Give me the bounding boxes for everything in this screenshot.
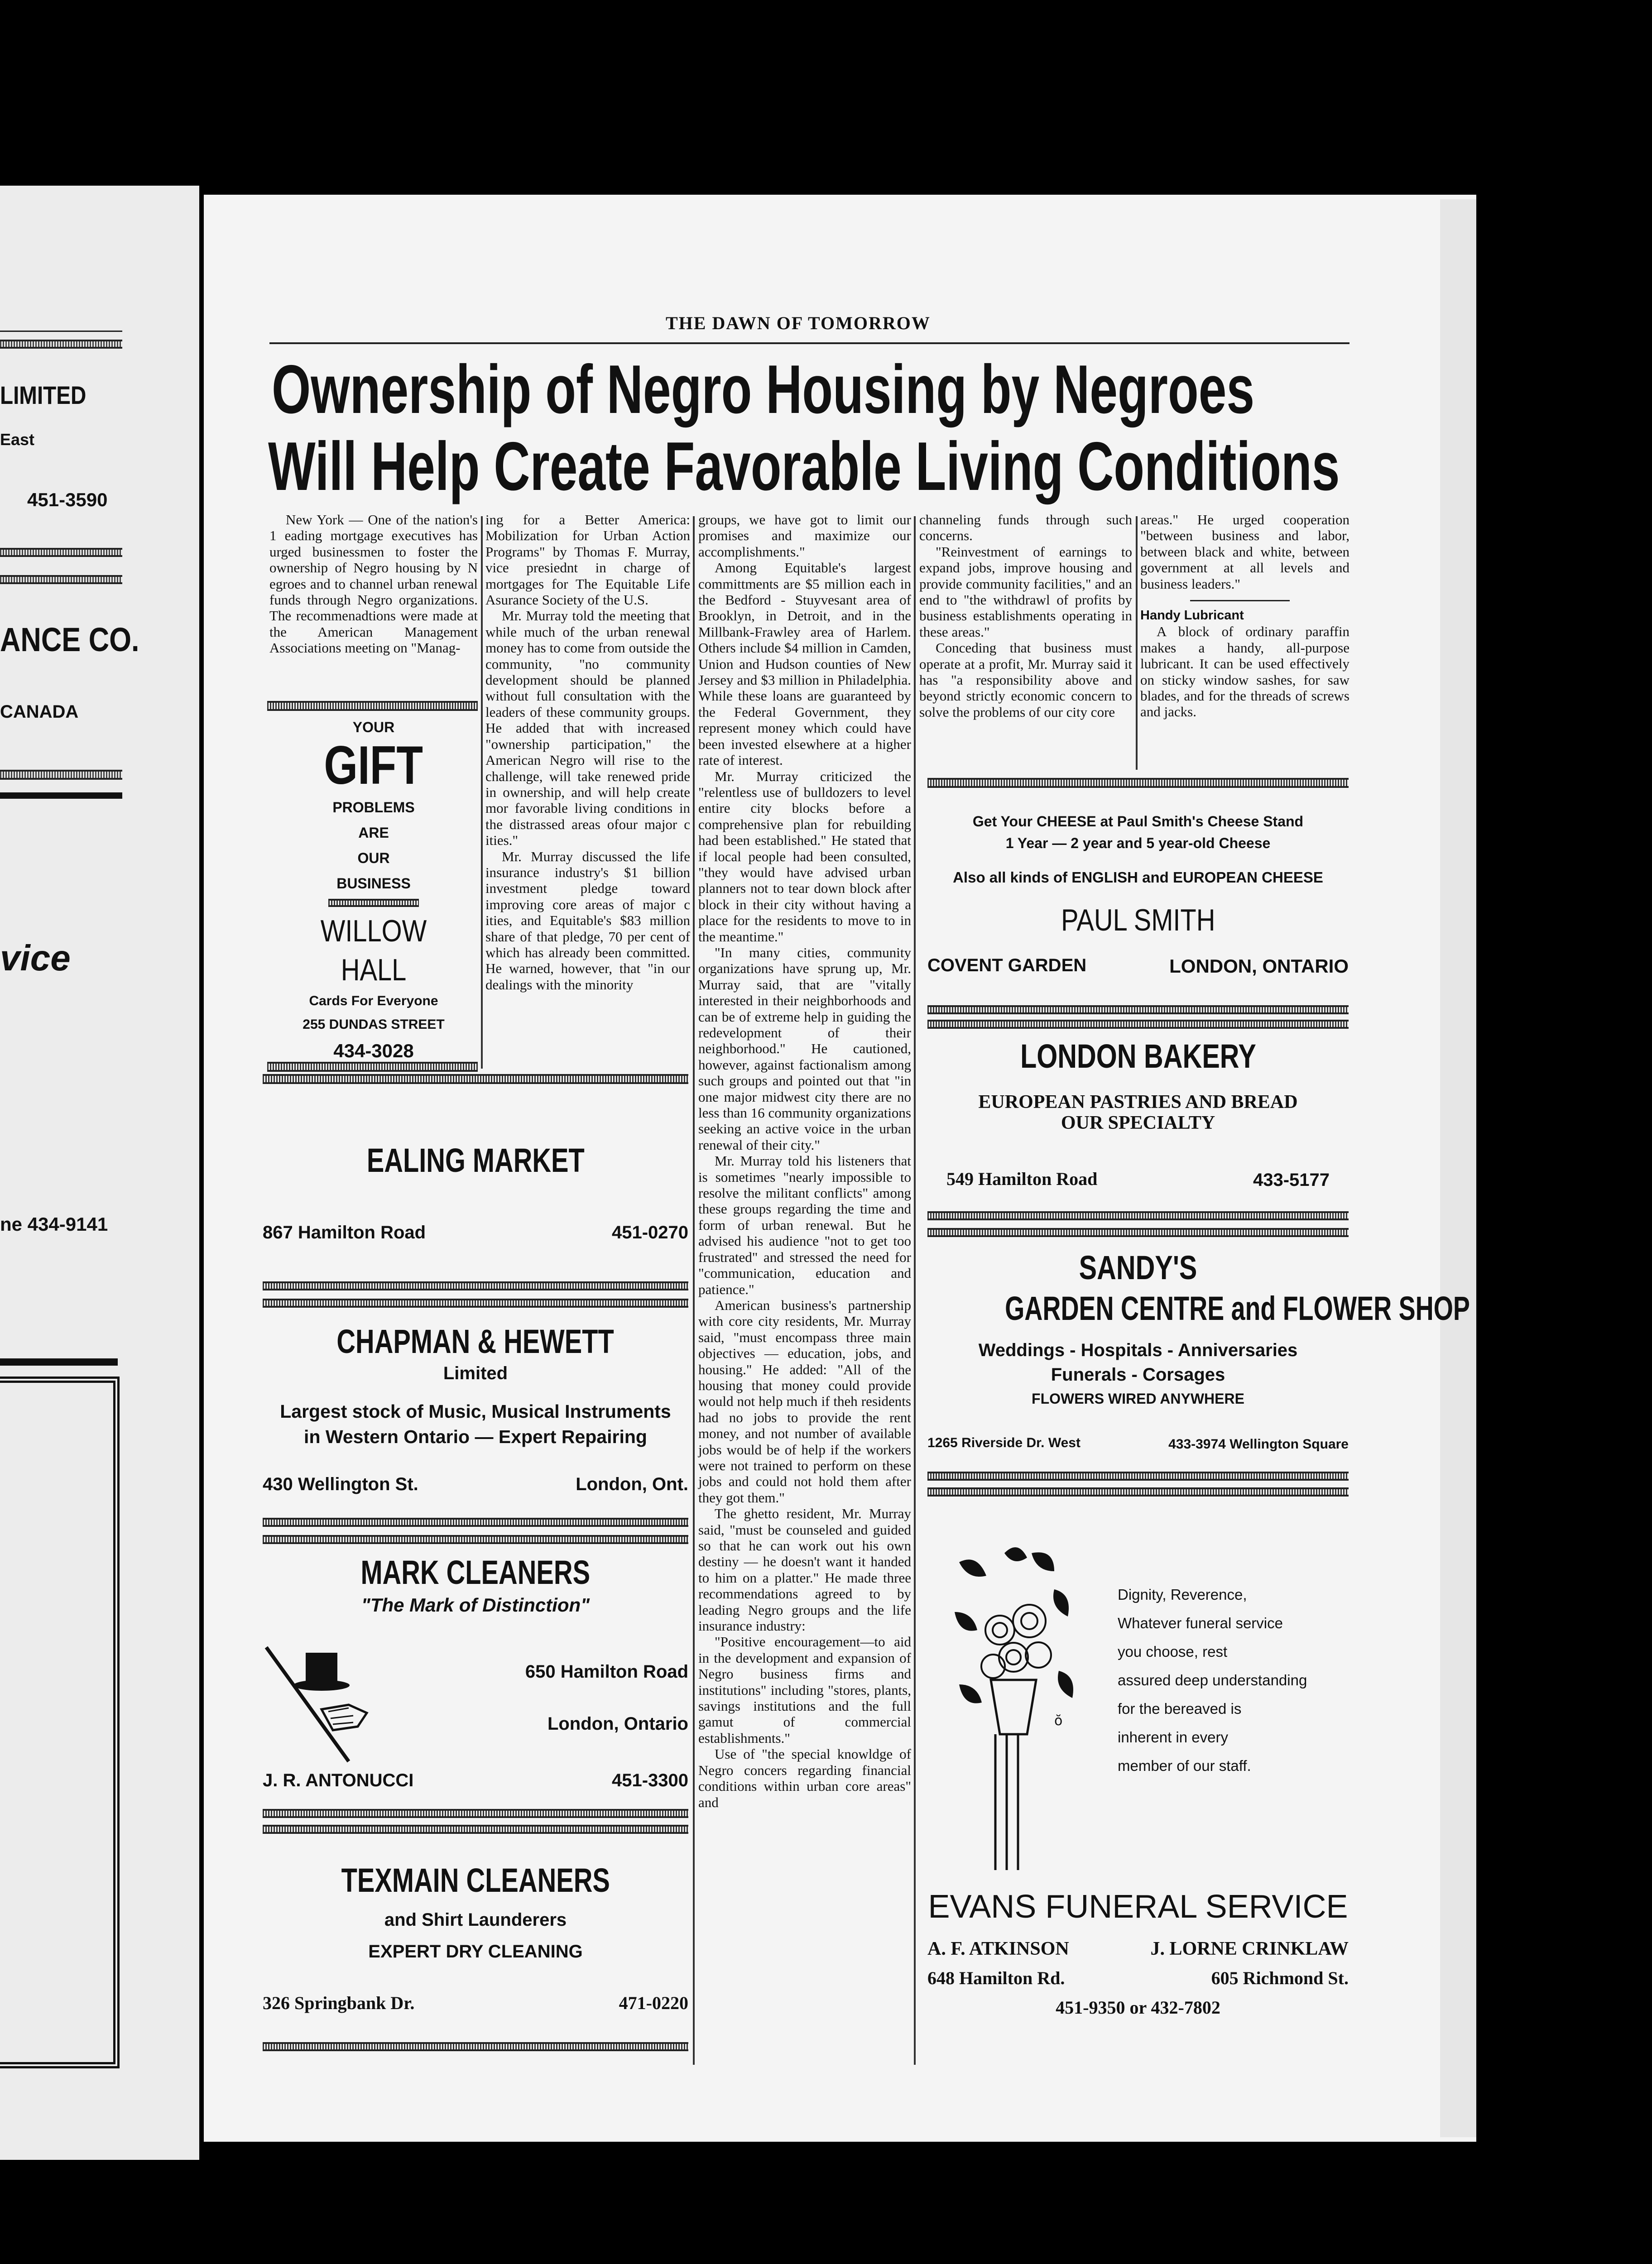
article-column-5 bbox=[1140, 512, 1349, 720]
hatch-rule bbox=[263, 2042, 688, 2051]
paragraph: New York — One of the nation's 1 eading mortgage executives has urged businessmen to foster the ownership of Negro housing by N egroes and to channel urban renewal funds through Negro organizations. The recommenadtions were made at the American Management Associations meeting on "Manag- bbox=[269, 512, 478, 656]
hatch-rule bbox=[0, 548, 122, 557]
left-limited: LIMITED bbox=[0, 381, 86, 409]
mark-city: London, Ontario bbox=[547, 1714, 688, 1734]
cheese-right: LONDON, ONTARIO bbox=[1169, 955, 1349, 977]
texmain-cleaners-ad bbox=[263, 1861, 688, 2013]
thick-rule bbox=[0, 792, 122, 799]
london-bakery-name: LONDON BAKERY bbox=[1020, 1037, 1256, 1075]
paragraph: Conceding that business must operate at a profit, Mr. Murray said it has "a responsibility above and beyond strictly economic concern to solve the problems of our city core bbox=[919, 640, 1132, 720]
article-column-2 bbox=[485, 512, 690, 993]
bakery-phone: 433-5177 bbox=[1253, 1170, 1330, 1190]
mark-address: 650 Hamilton Road bbox=[525, 1662, 688, 1682]
hatch-rule bbox=[267, 701, 478, 711]
chapman-hewett-ad bbox=[263, 1322, 688, 1494]
evans-person2: J. LORNE CRINKLAW bbox=[1150, 1938, 1349, 1959]
ealing-phone: 451-0270 bbox=[611, 1223, 688, 1242]
hatch-rule bbox=[927, 1020, 1349, 1029]
sandys-name2: GARDEN CENTRE and FLOWER SHOP bbox=[1005, 1290, 1470, 1327]
ealing-market-ad bbox=[263, 1141, 688, 1242]
hatch-rule bbox=[263, 1299, 688, 1308]
left-phone2: ne 434-9141 bbox=[0, 1214, 108, 1235]
texmain-address: 326 Springbank Dr. bbox=[263, 1993, 415, 2013]
paragraph: The ghetto resident, Mr. Murray said, "must be counseled and guided so that he can work out his own destiny — he doesn't want it handed to him on a platter." He made three recommendations agreed to by leading Negro groups and the life insurance industry: bbox=[698, 1506, 911, 1634]
evans-addr1: 648 Hamilton Rd. bbox=[927, 1968, 1065, 1988]
ealing-market-name: EALING MARKET bbox=[366, 1142, 585, 1179]
paul-smith-cheese-ad bbox=[927, 811, 1349, 977]
page-edge bbox=[1440, 199, 1476, 2137]
paragraph: areas." He urged cooperation "between business and labor, between black and white, between government at all levels and business leaders." bbox=[1140, 512, 1349, 592]
left-phone1: 451-3590 bbox=[27, 489, 108, 510]
hatch-rule bbox=[263, 1074, 688, 1084]
chapman-line2: in Western Ontario — Expert Repairing bbox=[304, 1426, 647, 1447]
column-rule bbox=[693, 516, 695, 2065]
left-east: East bbox=[0, 430, 35, 449]
hatch-rule bbox=[927, 1211, 1349, 1220]
chapman-line1: Largest stock of Music, Musical Instruments bbox=[280, 1401, 671, 1422]
left-canada: CANADA bbox=[0, 702, 79, 722]
willow-hall-tagline: Cards For Everyone bbox=[309, 993, 438, 1008]
gift-our: OUR bbox=[357, 850, 390, 866]
paragraph: Mr. Murray told the meeting that while much of the urban renewal money has to come from outside the community, "no community development should be planned without full consultation with the leaders of these community groups. He added that with increased "ownership participation," the American Negro will rise to the challenge, will take renewed pride in ownership, and will help create mor favorable living conditions in the distrassed areas ofour major c ities." bbox=[485, 608, 690, 849]
hatch-rule bbox=[328, 899, 419, 907]
evans-phones: 451-9350 or 432-7802 bbox=[1056, 1997, 1220, 2018]
paragraph: "Reinvestment of earnings to expand jobs, improve housing and provide community facilities," and an end to "the withdrawl of profits by business establishments operating in these areas." bbox=[919, 543, 1132, 640]
poem-line: member of our staff. bbox=[1118, 1757, 1251, 1774]
paragraph: groups, we have got to limit our promises and maximize our accomplishments." bbox=[698, 512, 911, 560]
top-hat-cane-icon bbox=[263, 1644, 399, 1770]
paragraph: Use of "the special knowldge of Negro concers regarding financial conditions within urban core areas" and bbox=[698, 1746, 911, 1810]
mark-cleaners-ad bbox=[263, 1553, 688, 1790]
hatch-rule bbox=[263, 1825, 688, 1834]
texmain-phone: 471-0220 bbox=[619, 1993, 688, 2013]
column-rule bbox=[1136, 516, 1138, 770]
evans-poem bbox=[1118, 1580, 1307, 1780]
poem-line: inherent in every bbox=[1118, 1729, 1228, 1746]
paul-smith-name: PAUL SMITH bbox=[1061, 903, 1215, 937]
running-head: THE DAWN OF TOMORROW bbox=[666, 313, 931, 333]
ornate-border-box bbox=[0, 1377, 120, 2068]
headline-line1: Ownership of Negro Housing by Negroes bbox=[272, 351, 1255, 428]
sandys-garden-centre-ad bbox=[927, 1247, 1470, 1452]
thick-rule bbox=[0, 1358, 118, 1366]
texmain-line2: EXPERT DRY CLEANING bbox=[368, 1942, 583, 1962]
gift-your: YOUR bbox=[352, 719, 395, 735]
hatch-rule bbox=[263, 1281, 688, 1290]
ealing-address: 867 Hamilton Road bbox=[263, 1223, 426, 1242]
hatch-rule bbox=[263, 1518, 688, 1527]
paragraph: ing for a Better America: Mobilization for Urban Action Programs" by Thomas F. Murray, vice presiednt in charge of mortgages for The Equitable Life Asurance Society of the U.S. bbox=[485, 512, 690, 608]
bakery-address: 549 Hamilton Road bbox=[946, 1169, 1098, 1189]
sandys-line2: Funerals - Corsages bbox=[1051, 1365, 1225, 1385]
hatch-rule bbox=[0, 575, 122, 584]
left-ance-co: ANCE CO. bbox=[0, 621, 139, 658]
sandys-line3: FLOWERS WIRED ANYWHERE bbox=[1032, 1391, 1244, 1407]
left-vice: vice bbox=[0, 938, 71, 978]
poem-line: you choose, rest bbox=[1118, 1643, 1228, 1660]
gift-word: GIFT bbox=[324, 735, 423, 796]
evans-name: EVANS FUNERAL SERVICE bbox=[928, 1889, 1348, 1925]
evans-funeral-ad bbox=[927, 1526, 1349, 2047]
gift-are: ARE bbox=[358, 825, 389, 841]
willow-hall-ad bbox=[269, 715, 478, 1065]
paragraph: Mr. Murray discussed the life insurance industry's $1 billion investment pledge toward improving core areas of major c ities, and Equitable's $83 million share of that pledge, 70 per cent of which has already been committed. He warned, however, that "in our dealings with the minority bbox=[485, 848, 690, 993]
hatch-rule bbox=[927, 1228, 1349, 1237]
hatch-rule bbox=[267, 1062, 478, 1072]
paragraph: American business's partnership with core city residents, Mr. Murray said, "must encompass three main objectives — education, jobs, and housing." He added: "All of the housing that money could provide would not help much if theh residents had no jobs to provide the rent money, and not number of available jobs would be of help if the workers were not trained to perform on these jobs and could not hold them after they got them." bbox=[698, 1297, 911, 1506]
cheese-line2: 1 Year — 2 year and 5 year-old Cheese bbox=[1005, 835, 1271, 851]
paragraph: "Positive encouragement—to aid in the development and expansion of Negro business firms and institutions" including "stores, plants, savings institutions and the full gamut of commercial establishments." bbox=[698, 1634, 911, 1746]
chapman-name: CHAPMAN & HEWETT bbox=[336, 1323, 615, 1360]
chapman-limited: Limited bbox=[443, 1363, 508, 1383]
headline-line2: Will Help Create Favorable Living Conditions bbox=[268, 428, 1340, 505]
texmain-line1: and Shirt Launderers bbox=[384, 1910, 567, 1930]
short-rule bbox=[1190, 600, 1290, 601]
hatch-rule bbox=[927, 1005, 1349, 1014]
mark-phone: 451-3300 bbox=[611, 1770, 688, 1790]
rule bbox=[0, 331, 122, 332]
cheese-left: COVENT GARDEN bbox=[927, 955, 1087, 975]
paragraph: "In many cities, community organizations have sprung up, Mr. Murray said, that are "vitally interested in their neighborhoods and can be of extreme help in guiding the redevelopment of their neighborhood." He cautioned, however, against factionalism among such groups and pointed out that "in one major midwest city there are no less than 16 community organizations seeking an active voice in the urban renewal of their city." bbox=[698, 944, 911, 1153]
hatch-rule bbox=[927, 778, 1349, 788]
hatch-rule bbox=[0, 340, 122, 349]
flower-vase-icon bbox=[950, 1535, 1086, 1879]
gift-business: BUSINESS bbox=[336, 875, 411, 892]
cheese-line3: Also all kinds of ENGLISH and EUROPEAN CHEESE bbox=[953, 869, 1323, 886]
mark-tagline: "The Mark of Distinction" bbox=[361, 1594, 590, 1616]
willow-hall-name: WILLOW HALL bbox=[320, 914, 427, 987]
column-rule bbox=[481, 516, 483, 1069]
willow-hall-phone: 434-3028 bbox=[333, 1040, 414, 1061]
paragraph: A block of ordinary paraffin makes a handy, all-purpose lubricant. It can be used effectively on sticky window sashes, for saw blades, and for the threads of screws and jacks. bbox=[1140, 624, 1349, 720]
mark-owner: J. R. ANTONUCCI bbox=[263, 1770, 414, 1790]
hatch-rule bbox=[263, 1535, 688, 1544]
texmain-name: TEXMAIN CLEANERS bbox=[341, 1861, 610, 1899]
hatch-rule bbox=[927, 1472, 1349, 1481]
poem-line: for the bereaved is bbox=[1118, 1700, 1242, 1717]
hatch-rule bbox=[0, 770, 122, 780]
willow-hall-address: 255 DUNDAS STREET bbox=[303, 1017, 445, 1032]
bakery-line1: EUROPEAN PASTRIES AND BREAD bbox=[978, 1092, 1298, 1113]
poem-line: assured deep understanding bbox=[1118, 1672, 1307, 1688]
hatch-rule bbox=[927, 1487, 1349, 1497]
chapman-city: London, Ont. bbox=[576, 1474, 688, 1494]
paragraph: Among Equitable's largest committments are $5 million each in the Bedford - Stuyvesant area of Brooklyn, in Detroit, and in the Millbank-Frawley area of Harlem. Others include $4 million in Camden, Union and Hudson counties of New Jersey and $3 million in Philadelphia. While these loans are guaranteed by the Federal Government, they represent money which could have been invested elsewhere at a higher rate of interest. bbox=[698, 560, 911, 768]
article-column-4 bbox=[919, 512, 1132, 720]
paragraph: Mr. Murray criticized the "relentless use of bulldozers to level entire city blocks before a comprehensive plan for rebuilding had been established." He stated that if local people had been consulted, "they would have advised urban planners not to tear down block after block in their city without having a place for the residents to move to in the meantime." bbox=[698, 768, 911, 945]
sandys-address: 1265 Riverside Dr. West bbox=[927, 1435, 1081, 1450]
mark-cleaners-name: MARK CLEANERS bbox=[360, 1554, 591, 1591]
paragraph: channeling funds through such concerns. bbox=[919, 512, 1132, 544]
article-column-1 bbox=[269, 512, 478, 656]
bakery-line2: OUR SPECIALTY bbox=[1061, 1113, 1215, 1133]
article-column-3 bbox=[698, 512, 911, 1810]
sandys-phone: 433-3974 Wellington Square bbox=[1168, 1437, 1349, 1452]
paragraph: Mr. Murray told his listeners that is sometimes "nearly impossible to resolve the militant conflicts" among these groups regarding the time and form of urban renewal. But he advised his audience "not to get too frustrated" and stressed the need for "communication, education and patience." bbox=[698, 1153, 911, 1297]
gift-problems: PROBLEMS bbox=[332, 799, 415, 815]
evans-person1: A. F. ATKINSON bbox=[927, 1938, 1069, 1959]
evans-addr2: 605 Richmond St. bbox=[1211, 1968, 1349, 1988]
chapman-address: 430 Wellington St. bbox=[263, 1474, 418, 1494]
handy-lubricant-title: Handy Lubricant bbox=[1140, 608, 1244, 623]
left-facing-page bbox=[0, 186, 199, 2160]
sandys-line1: Weddings - Hospitals - Anniversaries bbox=[978, 1340, 1298, 1360]
head-rule bbox=[269, 342, 1349, 344]
sandys-name1: SANDY'S bbox=[1079, 1249, 1197, 1286]
column-rule bbox=[914, 516, 916, 2065]
poem-line: Whatever funeral service bbox=[1118, 1615, 1283, 1631]
poem-line: Dignity, Reverence, bbox=[1118, 1586, 1247, 1603]
hatch-rule bbox=[263, 1809, 688, 1818]
svg-text:ŏ: ŏ bbox=[1054, 1713, 1063, 1729]
cheese-line1: Get Your CHEESE at Paul Smith's Cheese Stand bbox=[972, 813, 1304, 830]
london-bakery-ad bbox=[927, 1037, 1349, 1190]
